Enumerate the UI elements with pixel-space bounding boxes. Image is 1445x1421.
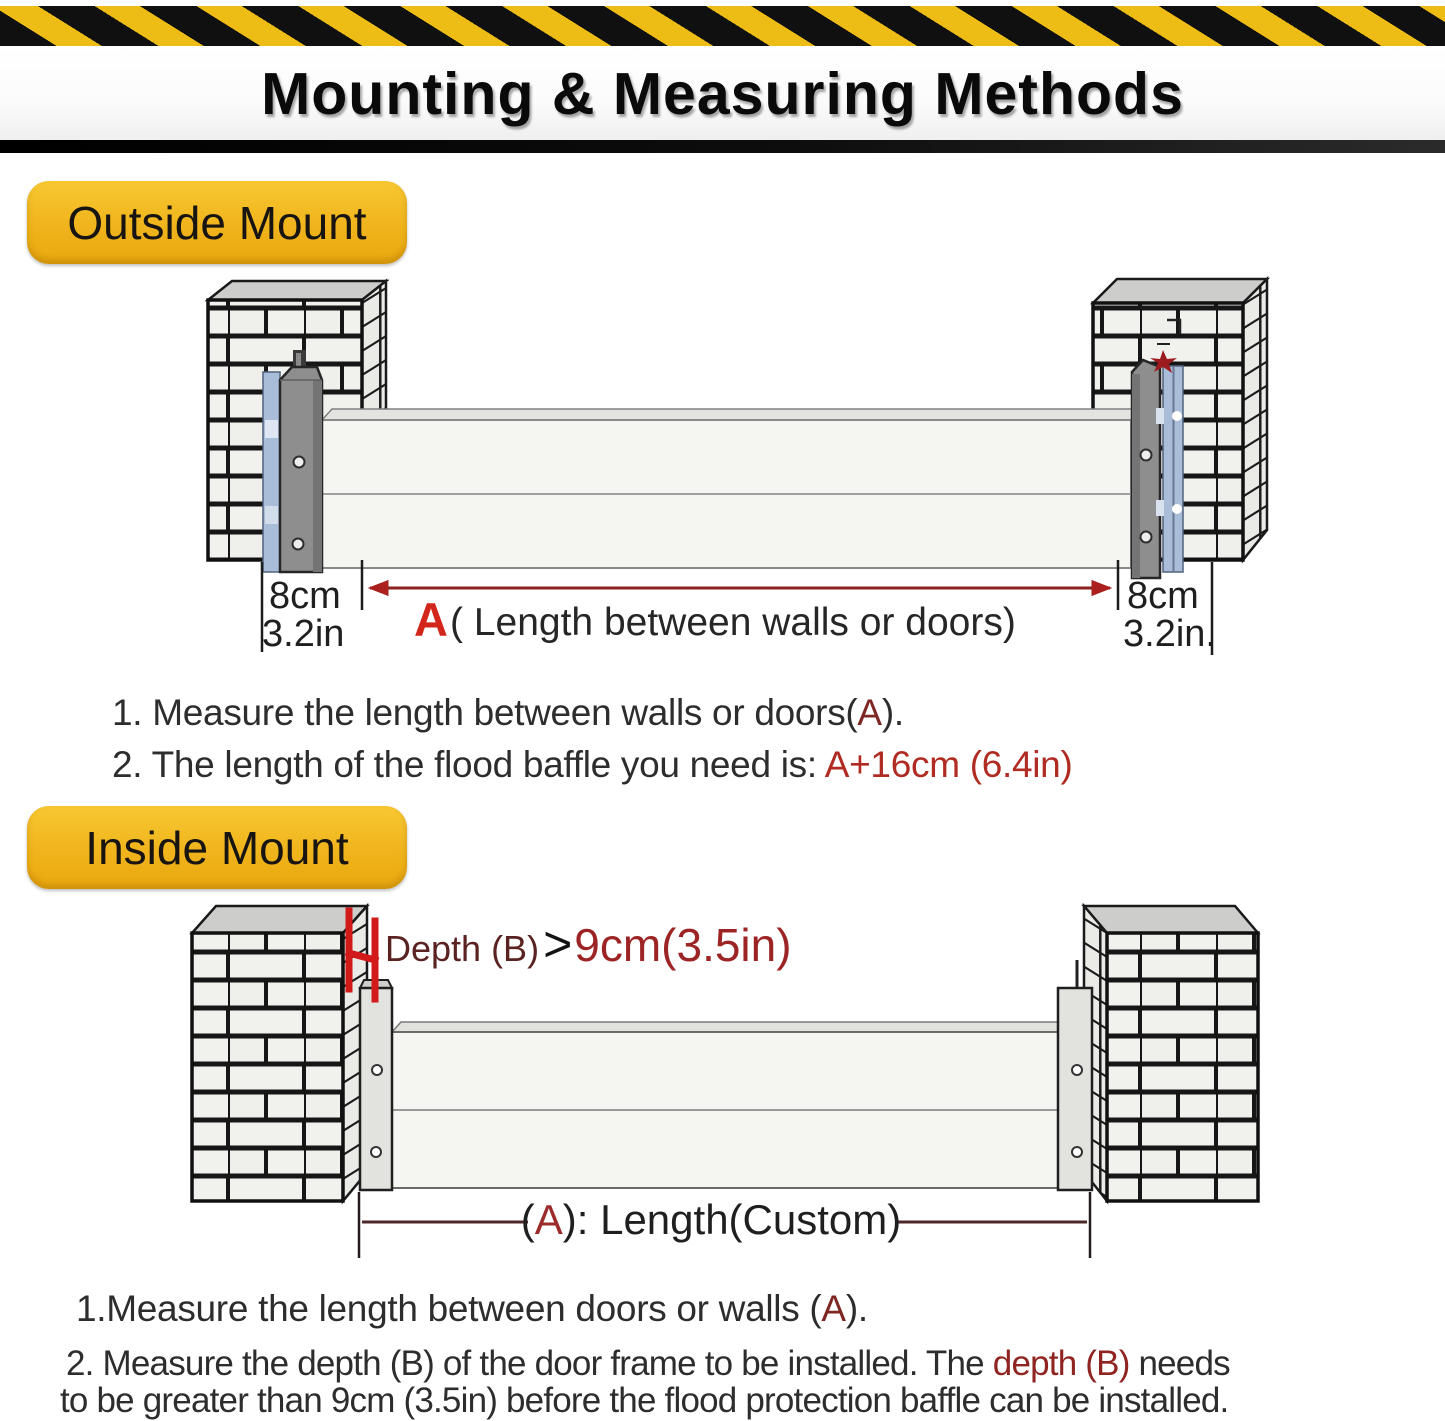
step-letter-a: A [857,692,882,733]
flood-barrier-outside [322,409,1141,568]
step-letter-a: A [821,1288,846,1329]
outside-mount-diagram [0,270,1445,710]
inside-left-pillar [192,906,367,1201]
depth-b-highlight: depth (B) [992,1344,1130,1383]
length-annotation: (A): Length(Custom) [520,1196,902,1243]
inside-step-1: 1.Measure the length between doors or walls (A). [76,1288,868,1329]
outside-step-1: 1. Measure the length between walls or doors(A). [112,692,904,733]
depth-value: 9cm(3.5in) [574,919,792,971]
span-a-letter: A [414,593,448,646]
inside-mount-label: Inside Mount [27,806,407,889]
hazard-stripes-banner [0,6,1445,46]
inside-channel-left [360,980,392,1190]
inside-step-3: to be greater than 9cm (3.5in) before the flood protection baffle can be installed. [60,1381,1229,1420]
offset-left-cm-label: 8cm [269,575,341,617]
inside-right-pillar [1084,906,1258,1201]
length-letter-a: A [534,1196,563,1243]
outside-step-2: 2. The length of the flood baffle you need is: A+16cm (6.4in) [112,744,1073,785]
inside-channel-right [1058,960,1092,1190]
banner-divider [0,140,1445,153]
greater-than-symbol: > [543,916,573,972]
offset-left-in-label: 3.2in [262,613,345,655]
mounting-channel-right [1132,360,1164,578]
required-length-value: A+16cm (6.4in) [824,744,1073,785]
depth-annotation [385,915,792,973]
mounting-channel-left [280,367,322,572]
seal-strip-left [263,372,280,572]
depth-label: Depth (B) [385,928,540,969]
inside-step-2: 2. Measure the depth (B) of the door frame to be installed. The depth (B) needs [66,1344,1230,1383]
outside-mount-label: Outside Mount [27,181,407,264]
offset-right-in-label: 3.2in. [1123,613,1216,655]
page-title: Mounting & Measuring Methods [261,61,1184,127]
offset-right-cm-label: 8cm [1127,575,1199,617]
span-a-label: ( Length between walls or doors) [450,601,1016,644]
flood-barrier-inside [392,1022,1067,1188]
